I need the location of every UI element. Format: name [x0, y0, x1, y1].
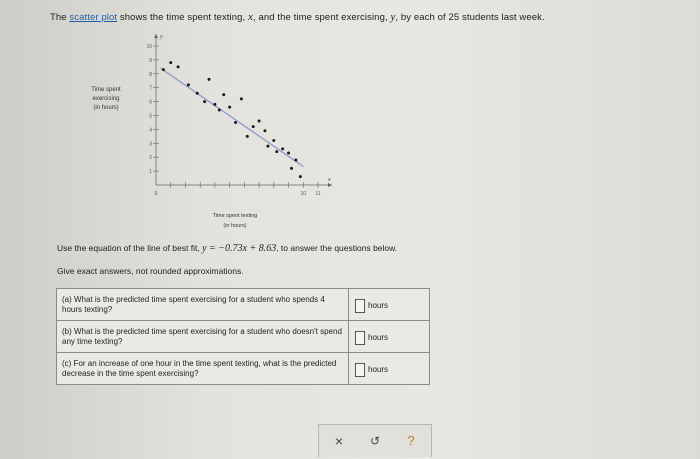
- var-x: x: [248, 11, 253, 23]
- answer-toolbar: [318, 424, 432, 457]
- answer-input-c[interactable]: [355, 363, 365, 377]
- y-tick-label: 4: [149, 127, 152, 134]
- x-axis-arrow: [328, 183, 332, 187]
- instructions: Give exact answers, not rounded approximations.: [57, 266, 244, 276]
- question-text: (b) What is the predicted time spent exercising for a student who doesn't spend any time texting?: [57, 321, 349, 353]
- x-tick-label: 10: [300, 191, 307, 197]
- data-point: [281, 147, 284, 150]
- answer-input-a[interactable]: [355, 299, 365, 313]
- y-tick-label: 7: [149, 85, 152, 92]
- data-point: [187, 83, 190, 86]
- y-tick-label: 10: [146, 44, 152, 50]
- data-point: [266, 145, 269, 148]
- question-text: (c) For an increase of one hour in the time spent texting, what is the predicted decrease in the time spent exercising?: [57, 353, 349, 385]
- questions-table: [56, 288, 430, 385]
- answer-cell: [349, 321, 430, 353]
- data-point: [246, 135, 249, 138]
- x-axis-label: [190, 211, 280, 231]
- answer-cell: [349, 289, 430, 321]
- intro-text: shows the time spent texting,: [119, 12, 246, 23]
- data-point: [228, 106, 231, 109]
- answer-input-b[interactable]: [355, 331, 365, 345]
- answer-cell: [349, 353, 430, 385]
- help-icon[interactable]: ?: [407, 433, 415, 448]
- data-point: [213, 103, 216, 106]
- question-row: [57, 321, 430, 353]
- data-point: [234, 121, 237, 124]
- best-fit-equation: y = −0.73x + 8.63: [202, 243, 277, 254]
- intro-text: , and the time spent exercising,: [253, 12, 388, 23]
- intro-text: The: [50, 12, 67, 23]
- data-point: [169, 61, 172, 64]
- y-tick-label: 9: [149, 57, 152, 64]
- question-row: [57, 353, 430, 385]
- equation-prefix: Use the equation of the line of best fit,: [57, 243, 200, 253]
- y-axis-label-line: exercising: [92, 96, 120, 102]
- x-tick-label: 11: [315, 191, 321, 197]
- data-point: [272, 139, 275, 142]
- data-point: [290, 167, 293, 170]
- question-row: [57, 289, 430, 321]
- scatter-plot-link[interactable]: scatter plot: [69, 12, 118, 23]
- best-fit-line: [160, 68, 303, 166]
- y-tick-label: 2: [149, 155, 152, 162]
- x-axis-label-line: Time spent texting: [212, 213, 258, 219]
- var-y: y: [390, 11, 396, 23]
- data-point: [240, 97, 243, 100]
- x-axis-label-line: (in hours): [223, 223, 247, 229]
- data-point: [275, 150, 278, 153]
- unit-label: hours: [368, 333, 389, 342]
- data-point: [208, 78, 211, 81]
- y-tick-label: 8: [149, 71, 152, 78]
- data-point: [177, 65, 180, 68]
- student-count: 25: [448, 12, 460, 23]
- unit-label: hours: [368, 301, 389, 310]
- y-axis-label-line: (in hours): [93, 105, 119, 111]
- data-point: [222, 93, 225, 96]
- y-tick-label: 6: [149, 99, 152, 106]
- clear-icon[interactable]: ×: [334, 433, 344, 449]
- y-axis-arrow: [154, 34, 158, 38]
- x-tick-label: 0: [154, 191, 158, 197]
- intro-text: students last week.: [462, 12, 545, 23]
- y-tick-label: 5: [149, 113, 152, 120]
- data-point: [258, 120, 261, 123]
- y-axis-label-line: Time spent: [91, 87, 121, 93]
- data-point: [299, 175, 302, 178]
- x-axis-letter: x: [328, 177, 331, 183]
- data-point: [287, 152, 290, 155]
- unit-label: hours: [368, 365, 389, 374]
- intro-text: , by each of: [395, 12, 446, 23]
- undo-icon[interactable]: ↺: [369, 434, 381, 448]
- data-point: [263, 129, 266, 132]
- best-fit-equation-line: [57, 243, 657, 254]
- y-axis-letter: y: [160, 34, 163, 40]
- equation-suffix: , to answer the questions below.: [276, 243, 398, 253]
- y-tick-label: 1: [149, 169, 152, 176]
- question-text: (a) What is the predicted time spent exercising for a student who spends 4 hours texting?: [57, 289, 349, 321]
- data-point: [294, 158, 297, 161]
- data-point: [203, 100, 206, 103]
- y-tick-label: 3: [149, 141, 152, 148]
- data-point: [196, 92, 199, 95]
- data-point: [252, 125, 255, 128]
- data-point: [162, 68, 165, 71]
- data-point: [218, 108, 221, 111]
